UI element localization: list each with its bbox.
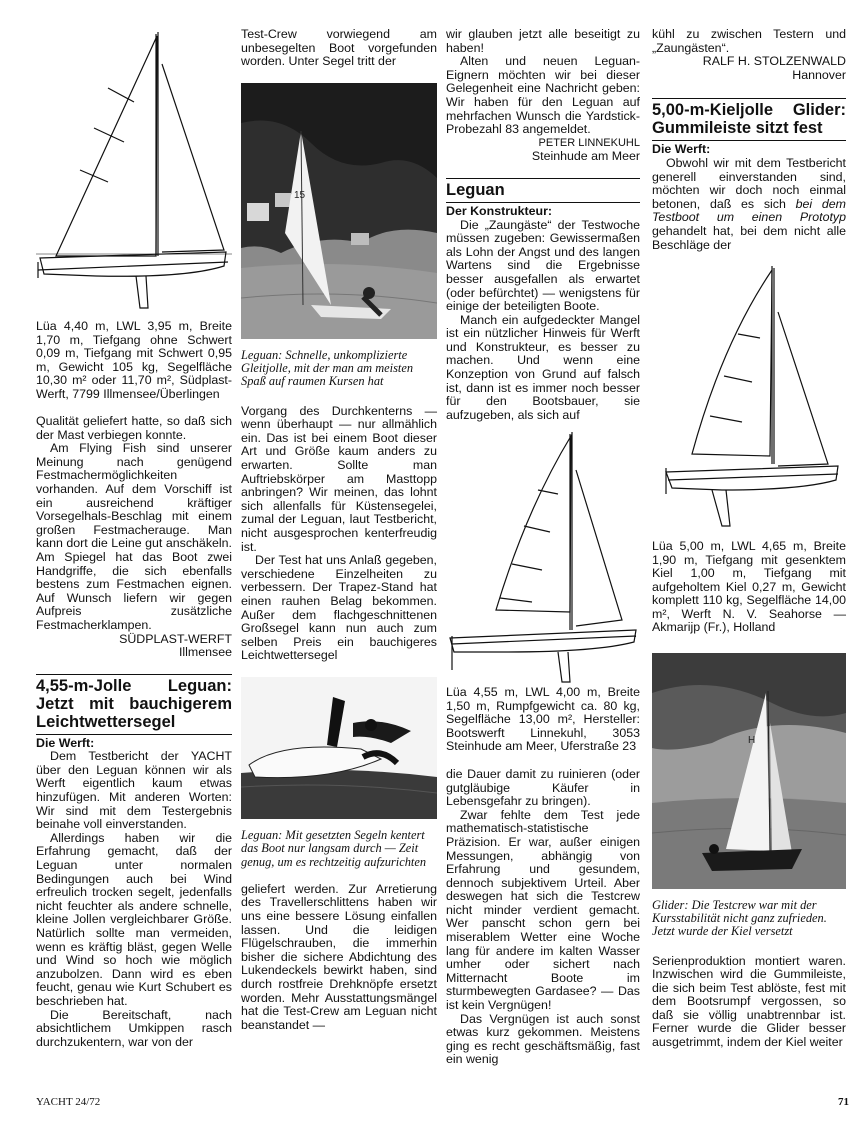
section-heading-leguan-werft: 4,55-m-Jolle Leguan: Jetzt mit bauchigerem Leichtwettersegel xyxy=(36,676,232,731)
section-heading-glider: 5,00-m-Kieljolle Glider: Gummileiste sitzt fest xyxy=(652,101,846,138)
subheading-der-konstrukteur: Der Konstrukteur: xyxy=(446,203,553,218)
signature-place: Illmensee xyxy=(178,645,232,660)
photo-caption: Leguan: Mit gesetzten Segeln kentert das Boot nur langsam durch — Zeit genug, um es rechtzeitig aufzurichten xyxy=(241,827,427,869)
paragraph: kühl zu zwischen Testern und „Zaungästen“. xyxy=(652,27,846,55)
paragraph-text: Obwohl wir mit dem Testbericht generell einverstanden sind, möchten wir doch noch einmal betonen, daß es sich xyxy=(652,155,846,211)
paragraph: Das Vergnügen ist auch sonst etwas kurz gekommen. Meistens ging es recht geschäftsmäßig, fast ein wenig xyxy=(446,1011,640,1067)
subheading-die-werft: Die Werft: xyxy=(36,735,95,750)
leguan-specs: Lüa 4,55 m, LWL 4,00 m, Breite 1,50 m, Rumpfgewicht ca. 80 kg, Segelfläche 13,00 m², Hersteller: Bootswerft Linnekuhl, 3053 Steinhude am Meer, Uferstraße 23 xyxy=(446,685,640,754)
glider-specs: Lüa 5,00 m, LWL 4,65 m, Breite 1,90 m, Tiefgang mit gesenktem Kiel 1,00 m, Tiefgang mit aufgeholtem Kiel 0,27 m, Gewicht komplett 110 kg, Segelfläche 14,00 m², Werft N. V. Seahorse — Akmarijp (Fr.), Holland xyxy=(652,539,846,635)
section-rule xyxy=(652,140,846,141)
page-number: 71 xyxy=(838,1096,849,1108)
section-rule xyxy=(446,202,640,203)
signature-name: SÜDPLAST-WERFT xyxy=(119,631,232,646)
svg-text:15: 15 xyxy=(294,189,306,201)
section-rule xyxy=(36,674,232,675)
signature-name: PETER LINNEKUHL xyxy=(538,136,640,149)
column-3 xyxy=(446,28,640,1067)
paragraph: Alten und neuen Leguan-Eignern möchten wir bei dieser Gelegenheit eine Nachricht geben: Wir haben für den Leguan auf mehrfachen Wunsch die Yardstick-Probezahl 83 angemeldet. xyxy=(446,54,640,137)
section-rule xyxy=(36,734,232,735)
photo-caption: Glider: Die Testcrew war mit der Kursstabilität nicht ganz zufrieden. Jetzt wurde der Kiel versetzt xyxy=(652,897,827,939)
svg-text:H: H xyxy=(748,734,756,746)
glider-sailing-photo xyxy=(652,653,846,889)
paragraph: Dem Testbericht der YACHT über den Leguan können wir als Werft eigentlich kaum etwas hinzufügen. Mit anderen Worten: Wir sind mit dem Testergebnis beinahe voll einverstanden. xyxy=(36,749,232,832)
paragraph: Am Flying Fish sind unserer Meinung nach genügend Festmachermöglichkeiten vorhanden. Auf dem Vorschiff ist ein ausreichend kräftiger Vorsegelhals-Beschlag mit einem großen Festmacherauge. Man kann dort die Leine gut anschäkeln. Am Spiegel hat das Boot zwei Handgriffe, die sich ebenfalls bestens zum Festmachen eignen. Auf Wunsch liefern wir gegen Aufpreis zusätzliche Festmacherklampen. xyxy=(36,441,232,632)
paragraph: Die Bereitschaft, nach absichtlichem Umkippen rasch durchzukentern, war von der xyxy=(36,1007,232,1049)
paragraph: Der Test hat uns Anlaß gegeben, verschiedene Einzelheiten zu verbessern. Der Trapez-Stand hat einen rauhen Belag bekommen. Außer dem flachgeschnittenen Großsegel kann nun auch zum selben Preis ein bauchigeres Leichtwettersegel xyxy=(241,553,437,663)
column-4 xyxy=(652,28,846,1050)
paragraph-text: gehandelt hat, bei dem nicht alle Beschläge der xyxy=(652,223,846,252)
signature-place: Steinhude am Meer xyxy=(531,149,640,164)
section-heading-leguan: Leguan xyxy=(446,180,505,199)
leguan-sailing-photo-image xyxy=(241,83,437,339)
signature-name: RALF H. STOLZENWALD xyxy=(702,54,846,69)
paragraph-emphasis: bei dem Testboot um einen Prototyp xyxy=(652,196,846,225)
section-rule xyxy=(652,98,846,99)
paragraph: Zwar fehlte dem Test jede mathematisch-statistische Präzision. Er war, außer einigen Messungen, abhängig von Erfahrung und gesundem, dennoch subjektivem Urteil. Aber deswegen hat sich die Testcrew nicht minder verdient gemacht. Wer panscht schon gern bei miserablem Wetter eine Woche lang für andere im kalten Wasser umher oder sichert nach Mitternacht Boote im sturmbewegten Gardasee? — Das ist kein Vergnügen! xyxy=(446,807,640,1013)
paragraph: Die „Zaungäste“ der Testwoche müssen zugeben: Gewissermaßen als Lohn der Angst und des langen Wartens sind die Ergebnisse besser ausgefallen als erwartet (oder befürchtet) — wenigstens für einige der beteiligten Boote. xyxy=(446,217,640,314)
footer-magazine-issue: YACHT 24/72 xyxy=(36,1096,101,1108)
paragraph: Vorgang des Durchkenterns — wenn überhaupt — nur allmählich ein. Das ist bei einem Boot dieser Art und Größe kaum anders zu erwarten. Sollte man Auftriebskörper am Masttopp anbringen? Wir meinen, das lohnt sich allenfalls für Küstensegelei, zumal der Leguan, laut Testbericht, nicht ausgesprochen kenterfreudig ist. xyxy=(241,403,437,554)
paragraph: wir glauben jetzt alle beseitigt zu haben! xyxy=(446,27,640,55)
flying-fish-specs: Lüa 4,40 m, LWL 3,95 m, Breite 1,70 m, Tiefgang ohne Schwert 0,09 m, Tiefgang mit Schwert 0,95 m, Gewicht 105 kg, Segelfläche 10,30 m² oder 11,70 m², Südplast-Werft, 7799 Illmensee/Überlingen xyxy=(36,319,232,401)
paragraph: Allerdings haben wir die Erfahrung gemacht, daß der Leguan unter normalen Bedingungen auch bei Wind erfreulich trocken segelt, jedenfalls nicht feuchter als andere schnelle, kleine Jollen vergleichbarer Größe. Natürlich sollte man vermeiden, wenn es kräftig bläst, gegen Welle und Wind so hoch wie möglich anzubolzen. Dann wird es eben feucht, genau wie Kurt Schubert es beschrieben hat. xyxy=(36,830,232,1008)
paragraph: Test-Crew vorwiegend am unbesegelten Boot vorgefunden worden. Unter Segel tritt der xyxy=(241,27,437,69)
glider-sailing-photo-image xyxy=(652,653,846,889)
paragraph: Serienproduktion montiert waren. Inzwischen wird die Gummileiste, die sich beim Test ablöste, fest mit dem Bootsrumpf vergossen, so daß sie völlig unabtrennbar ist. Ferner wurde die Glider besser ausgetrimmt, indem der Kiel weiter xyxy=(652,953,846,1050)
glider-sail-plan-drawing xyxy=(652,264,846,534)
paragraph: die Dauer damit zu ruinieren (oder gutgläubige Käufer in Lebensgefahr zu bringen). xyxy=(446,766,640,809)
paragraph: Manch ein aufgedeckter Mangel ist ein nützlicher Hinweis für Werft und Konstrukteur, es besser zu machen. Und wenn eine Konzeption von Grund auf falsch ist, dann ist es immer noch besser für den Bootsbauer, sie aufzugeben, als sich auf xyxy=(446,312,640,422)
leguan-sailing-photo xyxy=(241,83,437,339)
section-rule xyxy=(446,178,640,179)
paragraph: geliefert werden. Zur Arretierung des Travellerschlittens haben wir uns eine bessere Lösung einfallen lassen. Und die leidigen Flügelschrauben, die immerhin bisher die sichere Abdichtung des Lukendeckels bewirkt haben, sind durch rostfreie Drehknöpfe ersetzt worden. Mehr Ausstattungsmängel hat die Test-Crew am Leguan nicht beanstandet — xyxy=(241,881,437,1032)
paragraph: Qualität geliefert hatte, so daß sich der Mast verbiegen konnte. xyxy=(36,414,232,442)
flying-fish-sail-plan-drawing xyxy=(36,30,232,320)
column-1 xyxy=(36,30,232,1049)
leguan-capsize-photo xyxy=(241,677,437,819)
signature-place: Hannover xyxy=(792,67,846,82)
photo-caption: Leguan: Schnelle, unkomplizierte Gleitjolle, mit der man am meisten Spaß auf raumen Kursen hat xyxy=(241,347,414,389)
column-2 xyxy=(241,28,437,1032)
subheading-die-werft: Die Werft: xyxy=(652,142,711,157)
leguan-capsize-photo-image xyxy=(241,677,437,819)
paragraph xyxy=(652,157,846,252)
leguan-sail-plan-drawing xyxy=(446,430,640,686)
